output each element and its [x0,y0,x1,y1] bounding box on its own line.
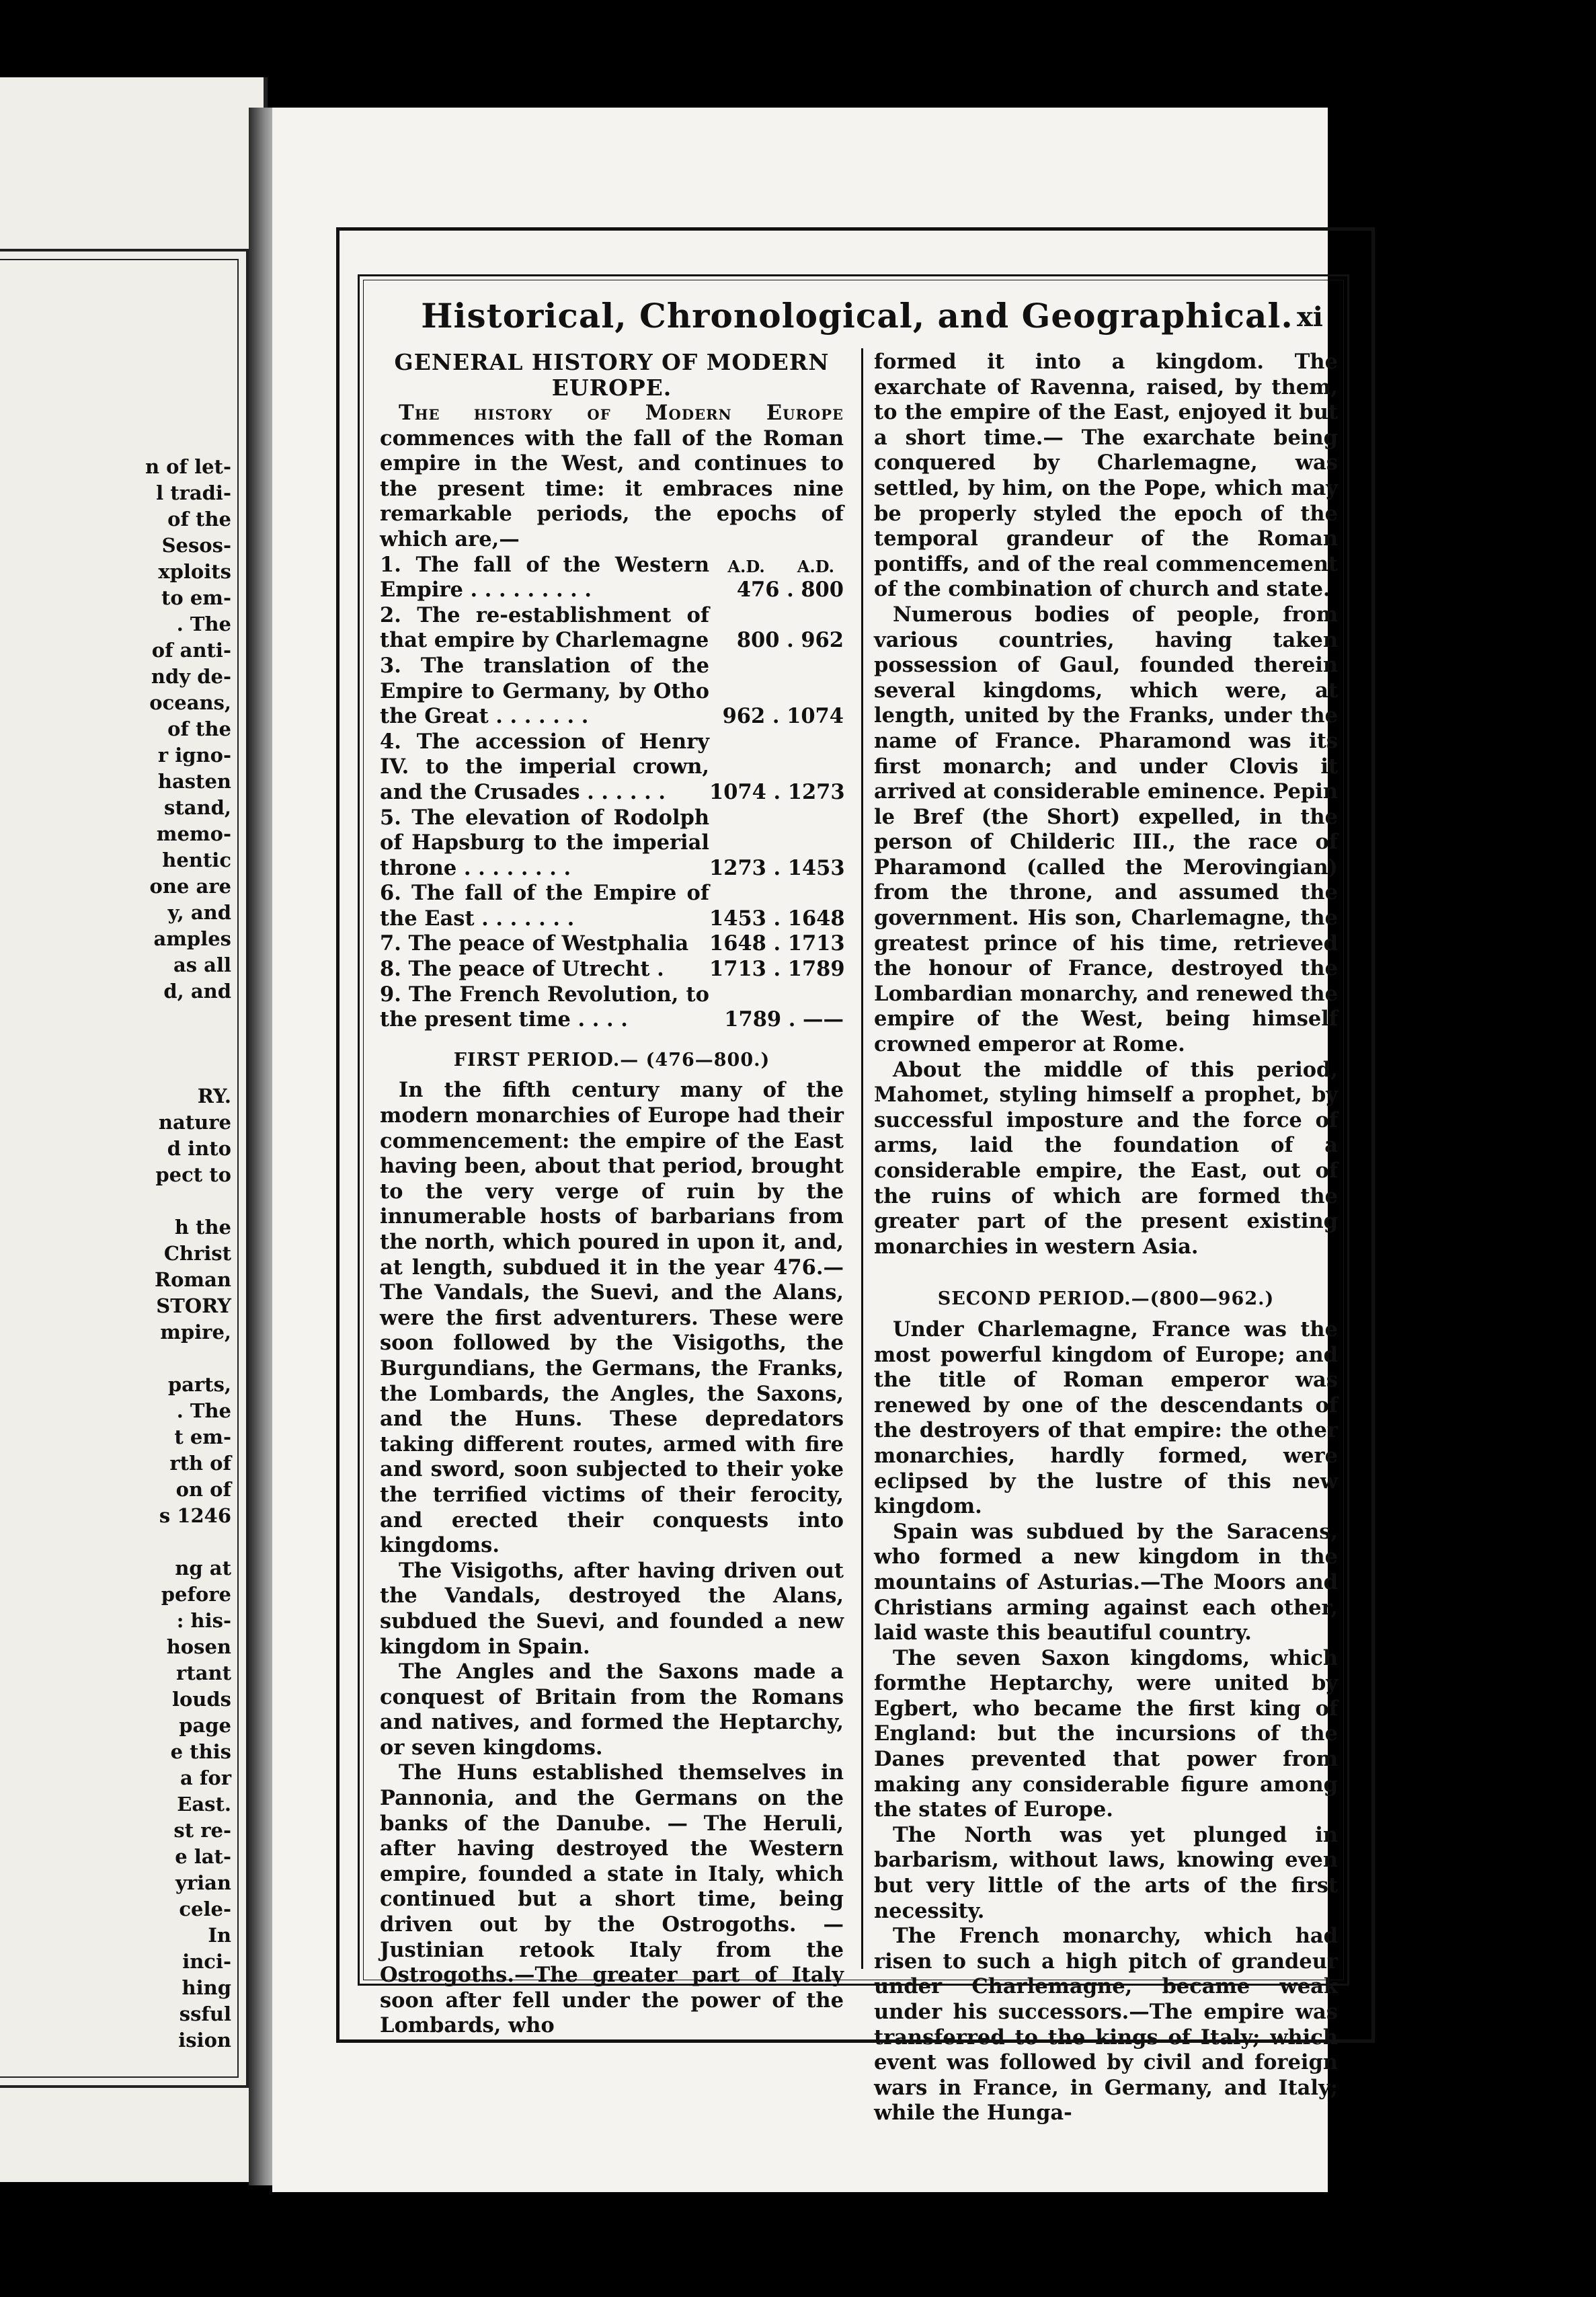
left-page-line: memo- [156,822,231,845]
paragraph: Under Charlemagne, France was the most powerful kingdom of Europe; and the title of Roman emperor was renewed by one of the descendants of the destroyers of that empire: the other monarchies, hardly formed, were eclipsed by the lustre of this new kingdom. [874,1317,1338,1519]
left-page-line: East. [177,1793,231,1816]
left-page-line: STORY [156,1294,231,1317]
epoch-dates: 1648 . 1713 [709,931,845,956]
epoch-dates: 1713 . 1789 [709,957,845,982]
epoch-row [380,553,844,603]
epoch-dates: 1789 . —— [724,1007,844,1032]
left-page-line: on of [175,1478,231,1501]
left-page-line: s 1246 [159,1504,231,1527]
left-page-line: hosen [166,1635,231,1658]
left-page-line: of anti- [151,639,231,662]
intro-rest: commences with the fall of the Roman empire in the West, and continues to the present time: it embraces nine remarkable periods, the epochs of which are,— [380,426,844,551]
left-page-line: of the [167,717,231,740]
epoch-row [380,931,844,957]
left-page-line: Christ [163,1242,231,1265]
column-divider [861,348,863,1969]
left-page-line: hing [182,1976,231,1999]
epoch-description: 3. The translation of the Empire to Germany, by Otho the Great . . . . . . . [380,653,709,729]
left-page-line: yrian [175,1871,231,1894]
left-page-line: t em- [174,1426,231,1448]
left-page-line: d into [167,1137,231,1160]
epoch-dates: 962 . 1074 [722,704,844,729]
left-page-line: ndy de- [151,665,231,688]
first-period-title: FIRST PERIOD.— (476—800.) [453,1049,770,1070]
paragraph: formed it into a kingdom. The exarchate of Ravenna, raised, by them, to the empire of the East, enjoyed it but a short time.— The exarchate being conquered by Charlemagne, was settled, by him, on the Pope, which may be properly styled the epoch of the temporal grandeur of the Roman pontiffs, and of the real commencement of the combination of church and state. [874,350,1338,602]
left-page-line: RY. [197,1085,231,1107]
left-page-line: y, and [167,901,231,924]
epoch-row [380,603,844,654]
left-page-line: ssful [179,2002,231,2025]
intro-paragraph [380,401,844,553]
left-page-line: to em- [161,586,231,609]
epoch-row [380,881,844,931]
left-page-line: Roman [154,1268,231,1291]
paragraph: About the middle of this period, Mahomet, styling himself a prophet, by successful imposture and the force of arms, laid the foundation of a considerable empire, the East, out of the ruins of which are formed the greater part of the present existing monarchies in western Asia. [874,1057,1338,1259]
left-page-line [117,1057,231,1083]
epoch-description: 8. The peace of Utrecht . [380,957,664,982]
left-page-line [117,1031,231,1057]
left-page-line: rtant [176,1662,231,1684]
intro-lead: The [399,401,440,425]
left-page-line: pefore [161,1583,231,1606]
left-page-line: cele- [179,1898,231,1920]
left-page-line: rth of [169,1452,231,1475]
paragraph: Numerous bodies of people, from various countries, having taken possession of Gaul, founded therein several kingdoms, which were, at length, united by the Franks, under the name of France. Pharamond was its first monarch; and under Clovis it arrived at considerable eminence. Pepin le Bref (the Short) expelled, in the person of Childeric III., the race of Pharamond (called the Merovingian) from the throne, and assumed the government. His son, Charlemagne, the greatest prince of his time, retrieved the honour of France, destroyed the Lombardian monarchy, and renewed the empire of the West, being himself crowned emperor at Rome. [874,602,1338,1057]
left-page-line: hentic [162,849,231,871]
paragraph: The North was yet plunged in barbarism, without laws, knowing even but very little of the arts of the first necessity. [874,1822,1338,1923]
left-page-line: Sesos- [161,534,231,557]
paragraph: The Huns established themselves in Pannonia, and the Germans on the banks of the Danube. — The Heruli, after having destroyed the Western empire, founded a state in Italy, which continued but a short time, being driven out by the Ostrogoths. —Justinian retook Italy from the Ostrogoths.—The greater part of Italy soon after fell under the power of the Lombards, who [380,1760,844,2038]
left-page-line: ng at [175,1557,231,1580]
left-page-line: st re- [173,1819,231,1842]
page-number: xi [1296,301,1323,333]
epoch-description: 9. The French Revolution, to the present time . . . . [380,982,709,1032]
left-page-line: l tradi- [156,481,231,504]
left-page-line: e this [170,1740,231,1763]
epoch-description: 4. The accession of Henry IV. to the imperial crown, and the Crusades . . . . . . [380,729,709,804]
epoch-dates: 1074 . 1273 [709,779,845,804]
paragraph: The Angles and the Saxons made a conquest of Britain from the Romans and natives, and formed the Heptarchy, or seven kingdoms. [380,1660,844,1760]
epoch-dates: 476 . 800 [736,578,844,602]
epoch-row [380,957,844,982]
left-page-line: inci- [182,1950,231,1973]
left-page-line: one are [149,875,231,898]
section-heading: GENERAL HISTORY OF MODERN EUROPE. [394,349,830,401]
right-column [874,350,1338,2126]
epoch-row [380,654,844,730]
epoch-description: 1. The fall of the Western Empire . . . . . . . . . [380,552,709,602]
left-page-line: page [179,1714,231,1737]
epoch-description: 7. The peace of Westphalia [380,931,689,956]
left-page-line: louds [171,1688,231,1711]
left-page-line: xploits [158,560,231,583]
left-page-line: mpire, [160,1321,231,1344]
left-page-line: ision [178,2029,231,2052]
left-page-line: : his- [176,1609,231,1632]
left-page-line: hasten [157,770,231,793]
left-page-line: . The [176,1399,231,1422]
left-page-line [117,1005,231,1031]
epoch-row [380,806,844,882]
left-page-line: parts, [167,1373,231,1396]
paragraph: The French monarchy, which had risen to such a high pitch of grandeur under Charlemagne, became weak under his successors.—The empire was transferred to the kings of Italy; which event was followed by civil and foreign wars in France, in Germany, and Italy; while the Hunga- [874,1924,1338,2126]
left-page-line: In [208,1924,231,1947]
epoch-description: 6. The fall of the Empire of the East . . . . . . . [380,881,709,931]
left-page-line: of the [167,508,231,531]
epoch-dates: 1453 . 1648 [709,906,845,931]
left-page-line: d, and [163,980,231,1003]
left-page-line: a for [180,1766,231,1789]
left-page-line: h the [174,1216,231,1239]
second-period-title: SECOND PERIOD.—(800—962.) [937,1288,1275,1310]
epoch-description: 2. The re-establishment of that empire by Charlemagne [380,602,709,653]
left-column: GENERAL HISTORY OF MODERN EUROPE. The history of Modern Europe commences with the fall of the Roman empire in the West, and continues to the present time: it embraces nine remarkable periods, the epochs of which are,— A.D. A.D. 1. The fall of the Western Empire . . . . . . . . . 476 . 800 2. The re-establishment of that empire by Charlemagne 800 . 962 3. The translation of the Empire to Germany, by Otho the Great . . . . . . . 962 . 1074 4. The accession of Henry IV. to the imperial crown, and the Crusades . . . . . . 1074 . 1273 5. The elevation of Rodolph of Hapsburg to the imperial throne . . . . . . . . 1273 . 1453 6. The fall of the Empire of the East . . . . . . . 1453 . 1648 7. The peace of Westphalia 1648 . 1713 8. The peace of Utrecht . 1713 . 1789 9. The French Revolution, to the present time . . . . 1789 . —— FIRST PERIOD.— (476—800.) In the fifth century many of the modern monarchies of Europe had their commencement: the empire of the East having been, about that period, brought to the very verge of ruin by the innumerable hosts of barbarians from the north, which poured in upon it, and, at length, subdued it in the year 476.—The Vandals, the Suevi, and the Alans, were the first adventurers. These were soon followed by the Visigoths, the Burgundians, the Germans, the Franks, the Lombards, the Angles, the Saxons, and the Huns. These depredators taking different routes, armed with fire and sword, soon subjected to their yoke the terrified victims of their ferocity, and erected their conquests into kingdoms. The Visigoths, after having driven out the Vandals, destroyed the Alans, subdued the Suevi, and founded a new kingdom in Spain. The Angles and the Saxons made a conquest of Britain from the Romans and natives, and formed the Heptarchy, or seven kingdoms. The Huns established themselves in Pannonia, and the Germans on the banks of the Danube. — The Heruli, after having destroyed the Western empire, founded a state in Italy, which continued but a short time, being driven out by the Ostrogoths. —Justinian retook Italy from the Ostrogoths.—The greater part of Italy soon after fell under the power of the Lombards, who [380,349,845,2038]
intro-smallcaps: history of Modern Europe [473,401,844,425]
left-page-line: pect to [155,1163,231,1186]
left-page-line: stand, [164,796,231,819]
left-page-line [117,1346,231,1372]
epoch-dates: 1273 . 1453 [709,855,845,880]
left-page-line [117,1188,231,1214]
left-page-text-fragments [117,454,231,2054]
left-page-line: . The [176,613,231,635]
left-page-line: oceans, [149,691,231,714]
epoch-dates: 800 . 962 [736,628,844,653]
left-page-line: amples [153,927,231,950]
epoch-row [380,982,844,1033]
left-page [0,77,268,2182]
left-page-line: nature [158,1111,231,1134]
left-page-line: n of let- [145,455,231,478]
paragraph: The seven Saxon kingdoms, which formthe Heptarchy, were united by Egbert, who became the first king of England: but the incursions of the Danes prevented that power from making any considerable figure among the states of Europe. [874,1645,1338,1822]
epoch-description: 5. The elevation of Rodolph of Hapsburg to the imperial throne . . . . . . . . [380,805,709,880]
epoch-list [380,553,844,1033]
paragraph: The Visigoths, after having driven out the Vandals, destroyed the Alans, subdued the Suevi, and founded a new kingdom in Spain. [380,1558,844,1659]
left-page-line: as all [173,953,231,976]
left-page-line: e lat- [175,1845,231,1868]
running-title: Historical, Chronological, and Geographical. [421,296,1293,336]
paragraph: Spain was subdued by the Saracens, who formed a new kingdom in the mountains of Asturias.—The Moors and Christians arming against each other, laid waste this beautiful country. [874,1519,1338,1645]
epoch-row [380,730,844,806]
left-page-line: r igno- [157,744,231,767]
left-page-line [117,1529,231,1555]
paragraph: In the fifth century many of the modern monarchies of Europe had their commencement: the empire of the East having been, about that period, brought to the very verge of ruin by the innumerable hosts of barbarians from the north, which poured in upon it, and, at length, subdued it in the year 476.—The Vandals, the Suevi, and the Alans, were the first adventurers. These were soon followed by the Visigoths, the Burgundians, the Germans, the Franks, the Lombards, the Angles, the Saxons, and the Huns. These depredators taking different routes, armed with fire and sword, soon subjected to their yoke the terrified victims of their ferocity, and erected their conquests into kingdoms. [380,1078,844,1558]
running-header [376,296,1338,343]
